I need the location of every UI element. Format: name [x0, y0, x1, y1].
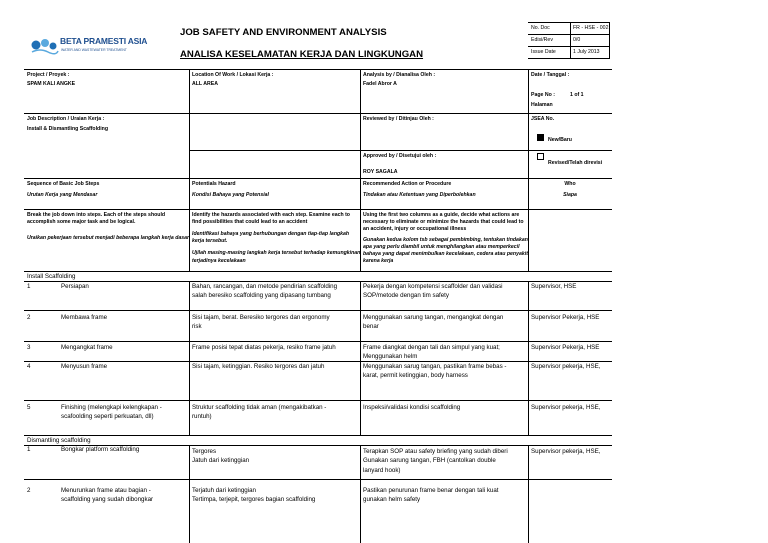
step-text: Membawa frame	[61, 314, 108, 321]
step-text: scafoolding seperti perkuatan, dll)	[61, 413, 154, 420]
document-title: JOB SAFETY AND ENVIRONMENT ANALYSIS	[180, 27, 387, 38]
who-text: Supervisor pekerja, HSE,	[531, 448, 601, 455]
instr-action-7: karena kerja	[363, 258, 394, 264]
issue-date-label: Issue Date	[531, 49, 556, 55]
instr-hazard-5: Ujilah masing-masing langkah kerja tersebut terhadap kemungkinan	[192, 250, 361, 256]
hazard-text: Tergores	[192, 448, 217, 455]
revised-checkbox[interactable]	[537, 153, 544, 160]
edition-value: 0/0	[573, 37, 581, 43]
instr-action-4: Gunakan kedua kolom tsb sebagai pembimbing, tentukan tindakan	[363, 237, 528, 243]
action-text: Inspeksi/validasi kondisi scaffolding	[363, 404, 461, 411]
instr-action-3: an accident, injury or occupational illness	[363, 226, 467, 232]
who-text: Supervisor pekerja, HSE,	[531, 404, 601, 411]
analysis-value: Fadel Abror A	[363, 81, 397, 87]
location-label: Location Of Work / Lokasi Kerja :	[192, 72, 274, 78]
job-description-value: Install & Dismantling Scaffolding	[27, 126, 108, 132]
col-action-id: Tindakan atau Ketentuan yang Diperbolehkan	[363, 192, 476, 198]
action-text: Gunakan sarung tangan, FBH (cantolkan double	[363, 457, 496, 464]
instr-hazard-3: Identifikasi bahaya yang berhubungan dengan tiap-tiap langkah	[192, 231, 350, 237]
row-number: 3	[27, 344, 31, 351]
approved-value: ROY SAGALA	[363, 169, 398, 175]
step-text: Menyusun frame	[61, 363, 108, 370]
hazard-text: Terjatuh dari ketinggian	[192, 487, 256, 494]
row-number: 5	[27, 404, 31, 411]
who-text: Supervisor Pekerja, HSE	[531, 314, 600, 321]
hazard-text: Struktur scaffolding tidak aman (mengakibatkan -	[192, 404, 327, 411]
col-action-en: Recommended Action or Procedure	[363, 181, 452, 187]
row-number: 2	[27, 487, 31, 494]
date-label: Date / Tanggal :	[531, 72, 570, 78]
instr-steps-2: accomplish some major task and be logical.	[27, 219, 136, 225]
col-hazard-id: Kondisi Bahaya yang Potensial	[192, 192, 269, 198]
col-who-id: Siapa	[563, 192, 577, 198]
action-text: Terapkan SOP atau safety briefing yang sudah diberi	[363, 448, 508, 455]
approved-label: Approved by / Disetujui oleh :	[363, 153, 437, 159]
company-logo	[30, 32, 148, 62]
instr-hazard-4: kerja tersebut.	[192, 238, 228, 244]
col-steps-id: Urutan Kerja yang Mendasar	[27, 192, 98, 198]
col-who-en: Who	[564, 181, 576, 187]
page-label: Page No :	[531, 92, 555, 98]
action-text: SOP/metode dengan tim safety	[363, 292, 449, 299]
project-label: Project / Proyek :	[27, 72, 70, 78]
section-title-dismantling: Dismantling scaffolding	[27, 437, 91, 444]
instr-steps-3: Uraikan pekerjaan tersebut menjadi beberapa langkah kerja dasar	[27, 235, 190, 241]
job-description-label: Job Description / Uraian Kerja :	[27, 116, 105, 122]
issue-date-value: 1 July 2013	[573, 49, 600, 55]
instr-action-6: bahaya yang dapat menimbulkan kecelakaan, cedera atau penyakit	[363, 251, 528, 257]
project-value: SPAM KALI ANGKE	[27, 81, 76, 87]
step-text: Menurunkan frame atau bagian -	[61, 487, 151, 494]
action-text: Pekerja dengan kompetensi scaffolder dan validasi	[363, 283, 503, 290]
section-title-install: Install Scaffolding	[27, 273, 76, 280]
action-text: Frame diangkat dengan tali dan simpul yang kuat;	[363, 344, 500, 351]
col-hazard-en: Potentials Hazard	[192, 181, 236, 187]
document-subtitle: ANALISA KESELAMATAN KERJA DAN LINGKUNGAN	[180, 49, 424, 60]
step-text: scaffolding yang sudah dibongkar	[61, 496, 154, 503]
doc-number-value: FR - HSE - 002	[573, 25, 609, 31]
reviewed-label: Reviewed by / Ditinjau Oleh :	[363, 116, 434, 122]
action-text: Menggunakan helm	[363, 353, 418, 360]
instr-action-5: apa yang perlu diambil untuk menghilangkan atau memperkecil	[363, 244, 520, 250]
step-text: Finishing (melengkapi kelengkapan -	[61, 404, 162, 411]
row-number: 1	[27, 283, 31, 290]
who-text: Supervisor pekerja, HSE,	[531, 363, 601, 370]
hazard-text: Sisi tajam, ketinggian. Resiko tergores dan jatuh	[192, 363, 325, 370]
step-text: Persiapan	[61, 283, 89, 290]
hazard-text: Bahan, rancangan, dan metode pendirian scaffolding	[192, 283, 338, 290]
doc-number-label: No. Doc	[531, 25, 550, 31]
action-text: Pastikan penurunan frame benar dengan tali kuat	[363, 487, 499, 494]
action-text: lanyard hook)	[363, 467, 401, 474]
hazard-text: salah beresiko scaffolding yang dipasang tumbang	[192, 292, 331, 299]
instr-steps-1: Break the job down into steps. Each of the steps should	[27, 212, 166, 218]
hazard-text: runtuh)	[192, 413, 212, 420]
action-text: karat, permit ketinggian, body harness	[363, 372, 468, 379]
halaman-label: Halaman	[531, 102, 553, 108]
action-text: gunakan helm safety	[363, 496, 421, 503]
jsea-label: JSEA No.	[531, 116, 555, 122]
row-number: 1	[27, 446, 31, 453]
new-label: New/Baru	[548, 137, 572, 143]
page-value: 1 of 1	[570, 92, 584, 98]
action-text: benar	[363, 323, 379, 330]
new-checkbox[interactable]	[537, 134, 544, 141]
who-text: Supervisor, HSE	[531, 283, 577, 290]
col-steps-en: Sequence of Basic Job Steps	[27, 181, 100, 187]
action-text: Menggunakan sarung tangan, mengangkat dengan	[363, 314, 504, 321]
hazard-text: Tertimpa, terjepit, tergores bagian scaffolding	[192, 496, 316, 503]
analysis-label: Analysis by / Dianalisa Oleh :	[363, 72, 436, 78]
instr-action-2: necessary to eliminate or minimize the hazards that could lead to	[363, 219, 524, 225]
hazard-text: Jatuh dari ketinggian	[192, 457, 250, 464]
logo-mark-icon	[30, 34, 60, 56]
logo-name: BETA PRAMESTI ASIA	[60, 36, 148, 46]
action-text: Menggunakan sarug tangan, pastikan frame bebas -	[363, 363, 507, 370]
row-number: 2	[27, 314, 31, 321]
step-text: Mengangkat frame	[61, 344, 113, 351]
instr-action-1: Using the first two columns as a guide, decide what actions are	[363, 212, 520, 218]
logo-tagline: WATER AND WASTEWATER TREATMENT	[61, 48, 127, 52]
who-text: Supervisor Pekerja, HSE	[531, 344, 600, 351]
hazard-text: risk	[192, 323, 202, 330]
step-text: Bongkar platform scaffolding	[61, 446, 140, 453]
instr-hazard-6: terjadinya kecelakaan	[192, 258, 246, 264]
hazard-text: Sisi tajam, berat. Beresiko tergores dan ergonomy	[192, 314, 330, 321]
row-number: 4	[27, 363, 31, 370]
hazard-text: Frame posisi tepat diatas pekerja, resiko frame jatuh	[192, 344, 336, 351]
edition-label: Edisi/Rev	[531, 37, 553, 43]
location-value: ALL AREA	[192, 81, 218, 87]
instr-hazard-2: find possibilities that could lead to an accident	[192, 219, 308, 225]
revised-label: Revised/Telah direvisi	[548, 160, 603, 166]
instr-hazard-1: Identify the hazards associated with each step. Examine each to	[192, 212, 350, 218]
